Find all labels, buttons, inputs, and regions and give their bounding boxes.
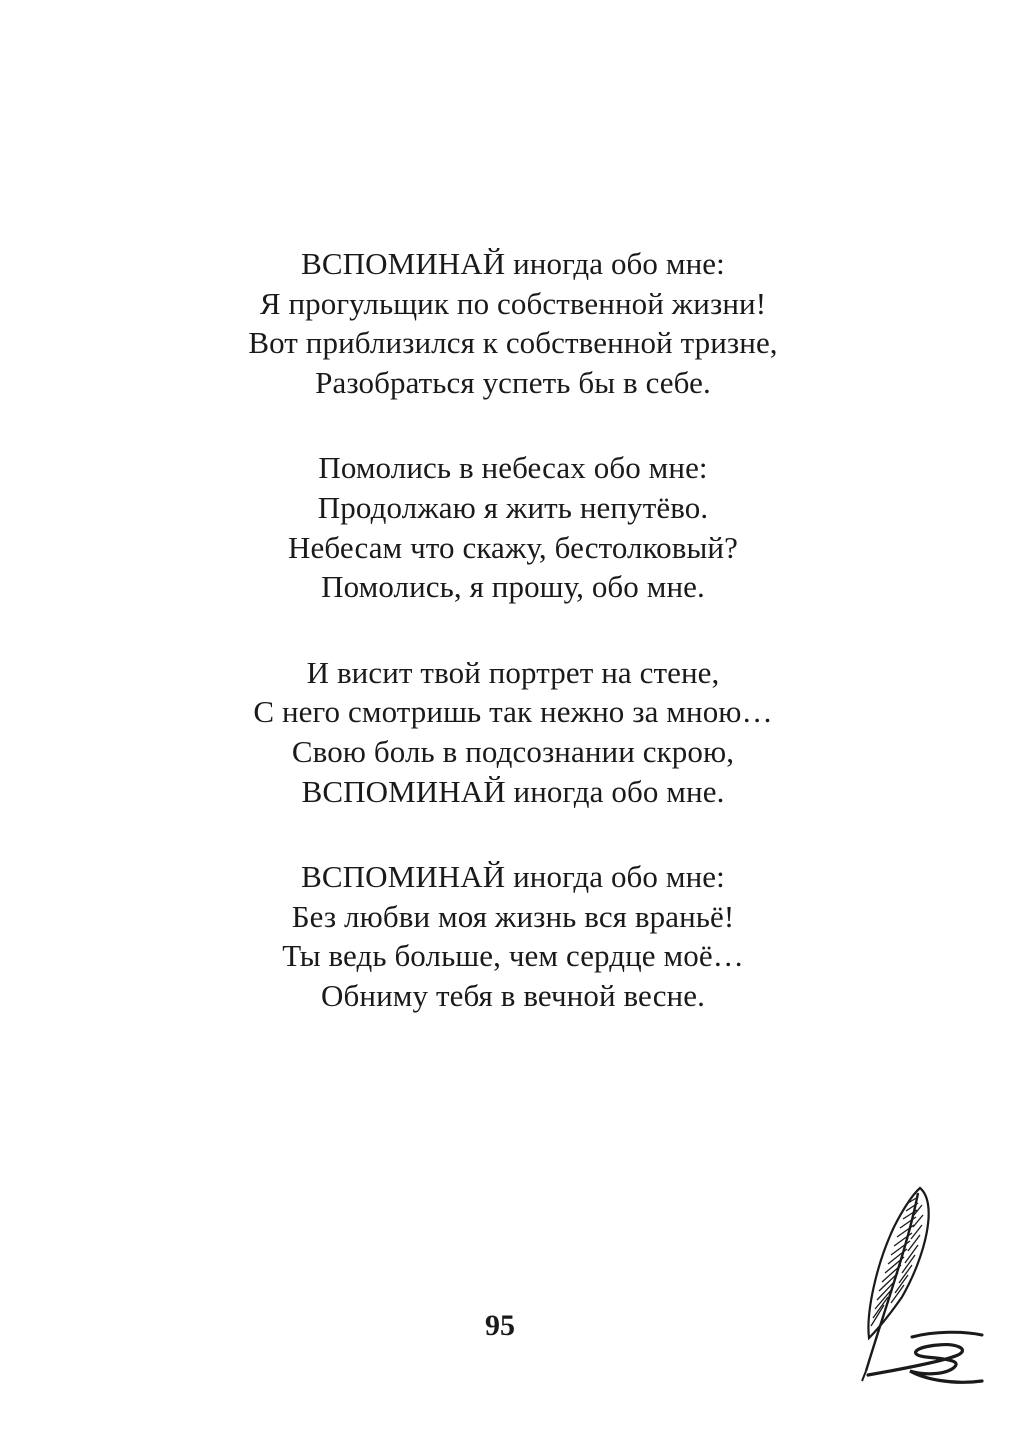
- poem-line: Обниму тебя в вечной весне.: [321, 977, 705, 1013]
- poem-line: Помолись, я прошу, обо мне.: [321, 569, 705, 605]
- poem-line: Свою боль в подсознании скрою,: [291, 733, 735, 769]
- poem-line: ВСПОМИНАЙ иногда обо мне:: [301, 859, 725, 895]
- poem-line: Ты ведь больше, чем сердце моё…: [282, 938, 744, 974]
- poem-line: С него смотришь так нежно за мною…: [253, 694, 773, 730]
- poem-line: И висит твой портрет на стене,: [306, 654, 720, 690]
- poem-line: Вот приблизился к собственной тризне,: [248, 325, 778, 361]
- poem-line: Продолжаю я жить непутёво.: [317, 489, 709, 525]
- poem: [0, 244, 1026, 1062]
- page-number: 95: [485, 1309, 515, 1342]
- poem-line: Разобраться успеть бы в себе.: [315, 364, 711, 400]
- stanza-4: [0, 857, 1026, 1015]
- poem-line: Без любви моя жизнь вся враньё!: [291, 898, 735, 934]
- quill-pen-icon: [852, 1185, 992, 1385]
- poem-line: ВСПОМИНАЙ иногда обо мне:: [301, 246, 725, 281]
- poem-line: Помолись в небесах обо мне:: [318, 450, 708, 486]
- stanza-3: [0, 653, 1026, 811]
- poem-line: Я прогульщик по собственной жизни!: [259, 285, 767, 321]
- stanza-2: [0, 448, 1026, 606]
- stanza-1: [0, 244, 1026, 402]
- poem-line: ВСПОМИНАЙ иногда обо мне.: [301, 773, 725, 809]
- poem-line: Небесам что скажу, бестолковый?: [288, 529, 738, 565]
